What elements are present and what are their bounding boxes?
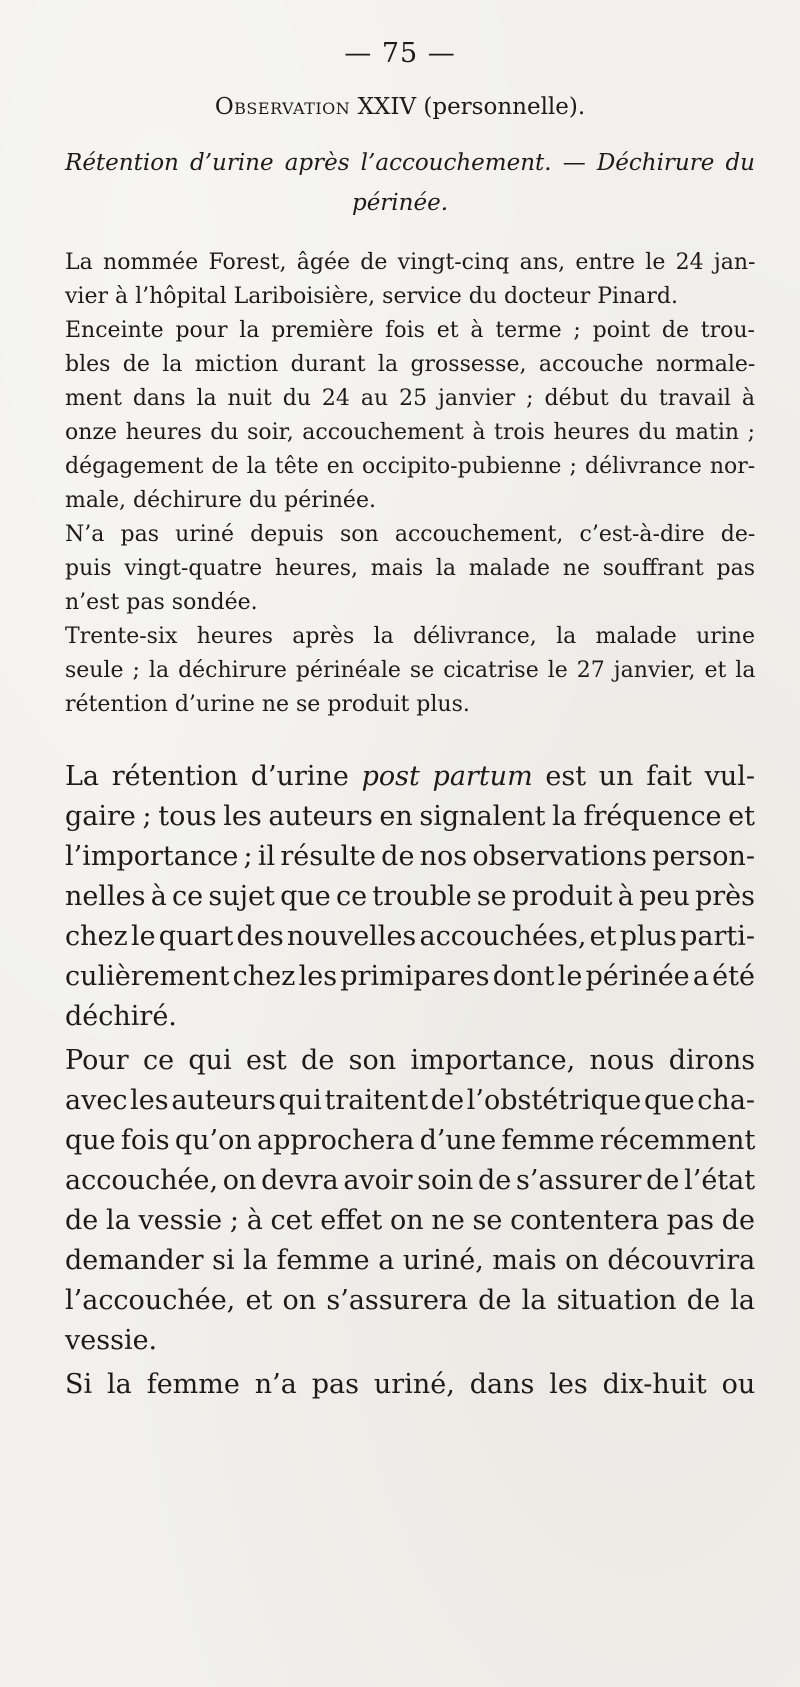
paragraph-line: gaire ; tous les auteurs en signalent la fréquence et [65,801,755,832]
observation-line: n’est pas sondée. [65,590,258,615]
paragraph-line: l’importance ; il résulte de nos observations person- [65,841,755,872]
paragraph-line [65,757,755,797]
observation-line: vier à l’hôpital Lariboisière, service du docteur Pinard. [65,284,678,309]
paragraph-line: accouchée, on devra avoir soin de s’assurer de l’état [65,1165,756,1196]
paragraph-1-line-1-start: La rétention d’urine [65,761,362,792]
observation-line: seule ; la déchirure périnéale se cicatrise le 27 janvier, et la [65,658,756,683]
paragraph-line: Pour ce qui est de son importance, nous dirons [65,1045,756,1076]
paragraph-line: que fois qu’on approchera d’une femme récemment [65,1125,756,1156]
paragraph-1-italic-phrase: post partum [361,761,533,792]
paragraph-line: déchiré. [65,1001,177,1032]
observation-heading-rest: XXIV (personnelle). [350,94,586,120]
observation-subtitle-line-2: périnée. [351,190,449,216]
observation-text [65,246,755,722]
paragraph-line: demander si la femme a uriné, mais on découvrira [65,1245,756,1276]
observation-line: puis vingt-quatre heures, mais la malade ne souffrant pas [65,556,755,581]
observation-line: ment dans la nuit du 24 au 25 janvier ; début du travail à [65,386,755,411]
observation-line: onze heures du soir, accouchement à trois heures du matin ; [65,420,755,445]
paragraph-line: l’accouchée, et on s’assurera de la situation de la [65,1285,755,1316]
observation-heading [0,94,800,120]
paragraph-line: de la vessie ; à cet effet on ne se contentera pas de [65,1205,755,1236]
observation-subtitle-line-1: Rétention d’urine après l’accouchement. — Déchirure du [65,150,755,176]
paragraph-3 [65,1365,755,1405]
observation-line: La nommée Forest, âgée de vingt-cinq ans, entre le 24 jan- [65,250,756,275]
body-text [65,757,755,1405]
paragraph-2 [65,1041,755,1361]
paragraph-line: culièrement chez les primipares dont le périnée a été [65,961,755,992]
paragraph-line: vessie. [65,1325,158,1356]
observation-line: Enceinte pour la première fois et à terme ; point de trou- [65,318,755,343]
observation-line: Trente-six heures après la délivrance, la malade urine [65,624,755,649]
observation-line: male, déchirure du périnée. [65,488,376,513]
observation-line: bles de la miction durant la grossesse, accouche normale- [65,352,756,377]
observation-heading-prefix: Observation [214,94,351,120]
paragraph-line: nelles à ce sujet que ce trouble se produit à peu près [65,881,755,912]
paragraph-1 [65,757,755,1037]
paragraph-line: chez le quart des nouvelles accouchées, et plus parti- [65,921,755,952]
paragraph-line: avec les auteurs qui traitent de l’obstétrique que cha- [65,1085,756,1116]
observation-line: N’a pas uriné depuis son accouchement, c’est-à-dire de- [65,522,756,547]
paragraph-line: Si la femme n’a pas uriné, dans les dix-huit ou [65,1369,756,1400]
observation-line: rétention d’urine ne se produit plus. [65,692,470,717]
paragraph-1-line-1-end: est un fait vul- [532,761,755,792]
observation-line: dégagement de la tête en occipito-pubienne ; délivrance nor- [65,454,756,479]
page-number: — 75 — [344,38,456,69]
